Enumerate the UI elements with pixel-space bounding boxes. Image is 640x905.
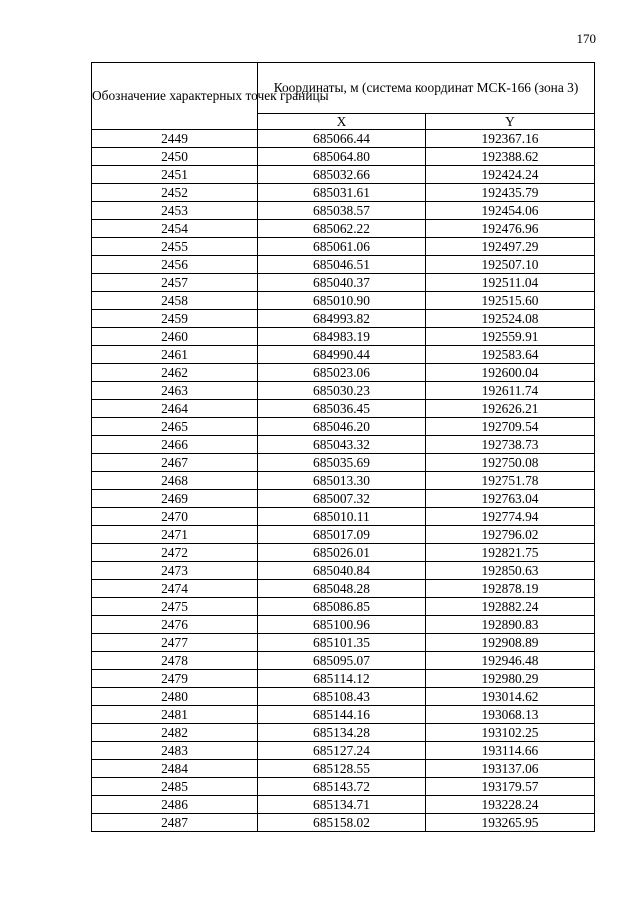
- x-coordinate-cell: 685026.01: [258, 544, 426, 562]
- x-coordinate-cell: 685048.28: [258, 580, 426, 598]
- point-id-cell: 2482: [92, 724, 258, 742]
- table-row: [92, 310, 595, 328]
- x-coordinate-cell: 685040.84: [258, 562, 426, 580]
- point-id-cell: 2457: [92, 274, 258, 292]
- table-row: [92, 292, 595, 310]
- y-coordinate-cell: 192583.64: [426, 346, 595, 364]
- y-coordinate-cell: 193068.13: [426, 706, 595, 724]
- table-row: [92, 814, 595, 832]
- point-id-cell: 2475: [92, 598, 258, 616]
- table-row: [92, 130, 595, 148]
- x-coordinate-cell: 685043.32: [258, 436, 426, 454]
- table-row: [92, 274, 595, 292]
- y-coordinate-cell: 192821.75: [426, 544, 595, 562]
- table-row: [92, 760, 595, 778]
- y-coordinate-cell: 192878.19: [426, 580, 595, 598]
- y-coordinate-cell: 192738.73: [426, 436, 595, 454]
- point-id-cell: 2481: [92, 706, 258, 724]
- point-id-cell: 2483: [92, 742, 258, 760]
- y-coordinate-cell: 192454.06: [426, 202, 595, 220]
- x-coordinate-cell: 685095.07: [258, 652, 426, 670]
- point-id-cell: 2466: [92, 436, 258, 454]
- point-id-cell: 2459: [92, 310, 258, 328]
- table-row: [92, 202, 595, 220]
- point-id-cell: 2456: [92, 256, 258, 274]
- table-row: [92, 706, 595, 724]
- y-coordinate-cell: 192763.04: [426, 490, 595, 508]
- point-id-cell: 2484: [92, 760, 258, 778]
- x-coordinate-cell: 685038.57: [258, 202, 426, 220]
- y-coordinate-cell: 192388.62: [426, 148, 595, 166]
- point-id-cell: 2465: [92, 418, 258, 436]
- x-coordinate-cell: 685114.12: [258, 670, 426, 688]
- table-row: [92, 256, 595, 274]
- point-id-cell: 2478: [92, 652, 258, 670]
- table-row: [92, 454, 595, 472]
- x-coordinate-cell: 685007.32: [258, 490, 426, 508]
- x-coordinate-cell: 685010.11: [258, 508, 426, 526]
- y-coordinate-cell: 192497.29: [426, 238, 595, 256]
- point-id-cell: 2455: [92, 238, 258, 256]
- y-coordinate-cell: 192507.10: [426, 256, 595, 274]
- header-y: Y: [426, 114, 595, 130]
- x-coordinate-cell: 685062.22: [258, 220, 426, 238]
- y-coordinate-cell: 192600.04: [426, 364, 595, 382]
- table-row: [92, 418, 595, 436]
- y-coordinate-cell: 192476.96: [426, 220, 595, 238]
- y-coordinate-cell: 192524.08: [426, 310, 595, 328]
- y-coordinate-cell: 192559.91: [426, 328, 595, 346]
- table-row: [92, 220, 595, 238]
- y-coordinate-cell: 192796.02: [426, 526, 595, 544]
- point-id-cell: 2468: [92, 472, 258, 490]
- point-id-cell: 2464: [92, 400, 258, 418]
- table-row: [92, 526, 595, 544]
- y-coordinate-cell: 192882.24: [426, 598, 595, 616]
- point-id-cell: 2451: [92, 166, 258, 184]
- x-coordinate-cell: 685013.30: [258, 472, 426, 490]
- y-coordinate-cell: 192435.79: [426, 184, 595, 202]
- x-coordinate-cell: 685100.96: [258, 616, 426, 634]
- point-id-cell: 2452: [92, 184, 258, 202]
- x-coordinate-cell: 685134.28: [258, 724, 426, 742]
- point-id-cell: 2454: [92, 220, 258, 238]
- y-coordinate-cell: 192626.21: [426, 400, 595, 418]
- y-coordinate-cell: 193014.62: [426, 688, 595, 706]
- y-coordinate-cell: 192908.89: [426, 634, 595, 652]
- table-row: [92, 346, 595, 364]
- table-row: [92, 670, 595, 688]
- table-row: [92, 508, 595, 526]
- table-row: [92, 616, 595, 634]
- point-id-cell: 2476: [92, 616, 258, 634]
- x-coordinate-cell: 684990.44: [258, 346, 426, 364]
- header-row: [92, 63, 595, 114]
- table-row: [92, 364, 595, 382]
- x-coordinate-cell: 685108.43: [258, 688, 426, 706]
- page-number: 170: [576, 31, 596, 46]
- y-coordinate-cell: 193102.25: [426, 724, 595, 742]
- table-row: [92, 598, 595, 616]
- x-coordinate-cell: 684993.82: [258, 310, 426, 328]
- x-coordinate-cell: 685036.45: [258, 400, 426, 418]
- table-row: [92, 778, 595, 796]
- y-coordinate-cell: 193114.66: [426, 742, 595, 760]
- x-coordinate-cell: 685144.16: [258, 706, 426, 724]
- y-coordinate-cell: 192511.04: [426, 274, 595, 292]
- x-coordinate-cell: 685134.71: [258, 796, 426, 814]
- x-coordinate-cell: 685066.44: [258, 130, 426, 148]
- table-header: [92, 63, 595, 130]
- x-coordinate-cell: 685158.02: [258, 814, 426, 832]
- y-coordinate-cell: 192774.94: [426, 508, 595, 526]
- point-id-cell: 2453: [92, 202, 258, 220]
- y-coordinate-cell: 192751.78: [426, 472, 595, 490]
- x-coordinate-cell: 685035.69: [258, 454, 426, 472]
- table-row: [92, 544, 595, 562]
- table-row: [92, 238, 595, 256]
- x-coordinate-cell: 685101.35: [258, 634, 426, 652]
- y-coordinate-cell: 193265.95: [426, 814, 595, 832]
- y-coordinate-cell: 192367.16: [426, 130, 595, 148]
- y-coordinate-cell: 192611.74: [426, 382, 595, 400]
- point-id-cell: 2463: [92, 382, 258, 400]
- x-coordinate-cell: 685046.20: [258, 418, 426, 436]
- point-id-cell: 2458: [92, 292, 258, 310]
- point-id-cell: 2461: [92, 346, 258, 364]
- x-coordinate-cell: 685030.23: [258, 382, 426, 400]
- x-coordinate-cell: 685061.06: [258, 238, 426, 256]
- point-id-cell: 2486: [92, 796, 258, 814]
- table-row: [92, 634, 595, 652]
- y-coordinate-cell: 192709.54: [426, 418, 595, 436]
- point-id-cell: 2477: [92, 634, 258, 652]
- point-id-cell: 2460: [92, 328, 258, 346]
- table-row: [92, 796, 595, 814]
- x-coordinate-cell: 685032.66: [258, 166, 426, 184]
- coordinates-table: [91, 62, 595, 832]
- point-id-cell: 2479: [92, 670, 258, 688]
- point-id-cell: 2449: [92, 130, 258, 148]
- point-id-cell: 2474: [92, 580, 258, 598]
- point-id-cell: 2462: [92, 364, 258, 382]
- table-row: [92, 490, 595, 508]
- point-id-cell: 2485: [92, 778, 258, 796]
- point-id-cell: 2469: [92, 490, 258, 508]
- point-id-cell: 2473: [92, 562, 258, 580]
- table-row: [92, 742, 595, 760]
- x-coordinate-cell: 685017.09: [258, 526, 426, 544]
- point-id-cell: 2450: [92, 148, 258, 166]
- table-row: [92, 436, 595, 454]
- y-coordinate-cell: 192980.29: [426, 670, 595, 688]
- x-coordinate-cell: 685086.85: [258, 598, 426, 616]
- y-coordinate-cell: 192424.24: [426, 166, 595, 184]
- y-coordinate-cell: 192946.48: [426, 652, 595, 670]
- table-row: [92, 652, 595, 670]
- x-coordinate-cell: 685040.37: [258, 274, 426, 292]
- table-row: [92, 400, 595, 418]
- x-coordinate-cell: 685128.55: [258, 760, 426, 778]
- y-coordinate-cell: 192850.63: [426, 562, 595, 580]
- x-coordinate-cell: 685143.72: [258, 778, 426, 796]
- point-id-cell: 2467: [92, 454, 258, 472]
- table-row: [92, 562, 595, 580]
- y-coordinate-cell: 192890.83: [426, 616, 595, 634]
- point-id-cell: 2472: [92, 544, 258, 562]
- point-id-cell: 2471: [92, 526, 258, 544]
- x-coordinate-cell: 685127.24: [258, 742, 426, 760]
- table-row: [92, 148, 595, 166]
- table-row: [92, 382, 595, 400]
- table-row: [92, 580, 595, 598]
- x-coordinate-cell: 685031.61: [258, 184, 426, 202]
- point-id-cell: 2480: [92, 688, 258, 706]
- header-coordinates: Координаты, м (система координат МСК-166 (зона 3): [258, 63, 595, 114]
- point-id-cell: 2487: [92, 814, 258, 832]
- y-coordinate-cell: 193228.24: [426, 796, 595, 814]
- table-row: [92, 724, 595, 742]
- table-row: [92, 184, 595, 202]
- x-coordinate-cell: 684983.19: [258, 328, 426, 346]
- table-row: [92, 472, 595, 490]
- y-coordinate-cell: 193137.06: [426, 760, 595, 778]
- header-x: X: [258, 114, 426, 130]
- header-point-designation: Обозначение характерных точек границы: [92, 63, 258, 130]
- point-id-cell: 2470: [92, 508, 258, 526]
- y-coordinate-cell: 192750.08: [426, 454, 595, 472]
- table-body: [92, 130, 595, 832]
- x-coordinate-cell: 685023.06: [258, 364, 426, 382]
- x-coordinate-cell: 685064.80: [258, 148, 426, 166]
- table-row: [92, 688, 595, 706]
- table-row: [92, 328, 595, 346]
- y-coordinate-cell: 192515.60: [426, 292, 595, 310]
- y-coordinate-cell: 193179.57: [426, 778, 595, 796]
- x-coordinate-cell: 685046.51: [258, 256, 426, 274]
- table-row: [92, 166, 595, 184]
- x-coordinate-cell: 685010.90: [258, 292, 426, 310]
